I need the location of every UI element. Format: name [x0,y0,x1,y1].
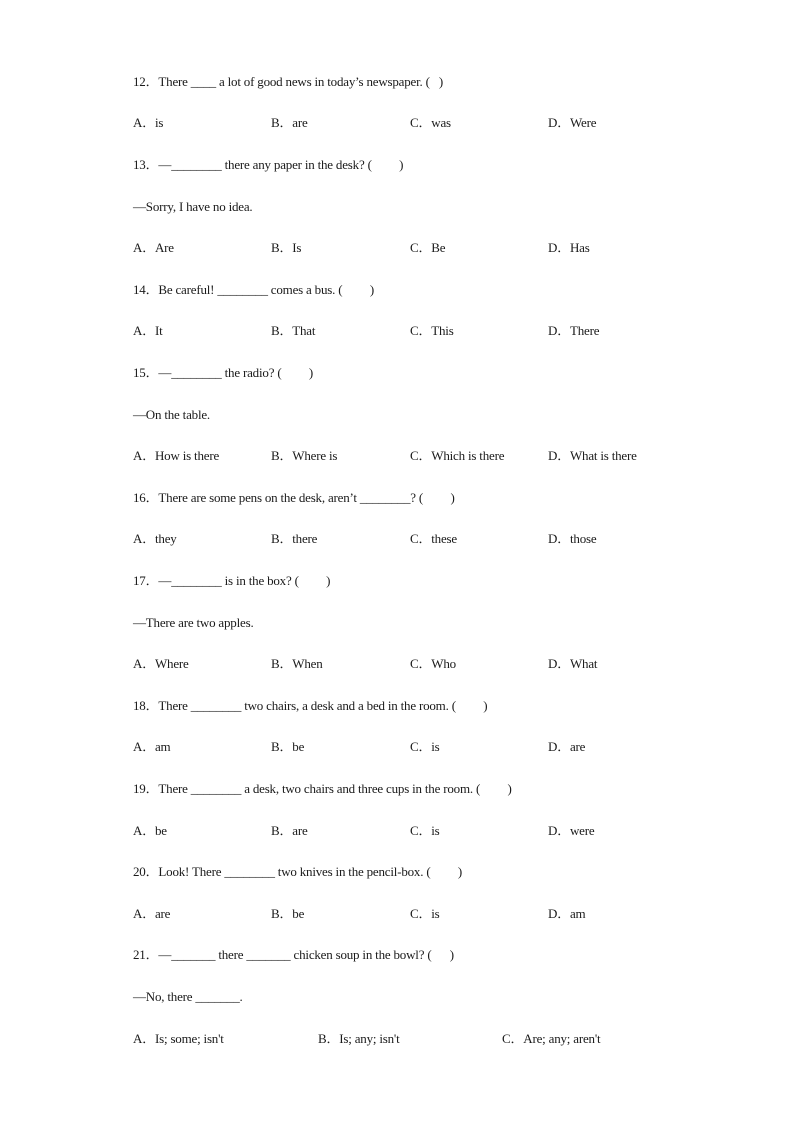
question-15-option-b: B．Where is [271,448,338,463]
question-21-reply: —No, there _______. [133,989,243,1004]
question-15-option-a: A．How is there [133,448,220,463]
question-20-option-c: C．is [410,906,440,921]
question-19-option-c: C．is [410,823,440,838]
question-19-stem: 19．There ________ a desk, two chairs and three cups in the room. ( ) [133,781,512,796]
question-13-option-a: A．Are [133,240,174,255]
question-16-option-a: A．they [133,531,177,546]
question-16-stem: 16．There are some pens on the desk, aren’t ________? ( ) [133,490,455,505]
question-15-reply: —On the table. [133,407,210,422]
question-18-option-a: A．am [133,739,171,754]
question-13-option-c: C．Be [410,240,446,255]
question-18-option-b: B．be [271,739,305,754]
question-13-stem: 13．—________ there any paper in the desk? ( ) [133,157,404,172]
question-21-stem: 21．—_______ there _______ chicken soup in the bowl? ( ) [133,947,454,962]
question-21-option-c: C．Are; any; aren't [502,1031,601,1046]
question-17-option-d: D．What [548,656,598,671]
question-14-stem: 14．Be careful! ________ comes a bus. ( ) [133,282,374,297]
question-17-option-c: C．Who [410,656,456,671]
question-17-option-a: A．Where [133,656,189,671]
question-15-stem: 15．—________ the radio? ( ) [133,365,314,380]
question-12-option-d: D．Were [548,115,597,130]
question-12-option-a: A．is [133,115,164,130]
question-13-reply: —Sorry, I have no idea. [133,199,253,214]
question-13-option-b: B．Is [271,240,302,255]
question-18-option-d: D．are [548,739,586,754]
question-17-option-b: B．When [271,656,323,671]
question-21-option-b: B．Is; any; isn't [318,1031,400,1046]
question-20-option-d: D．am [548,906,586,921]
question-17-stem: 17．—________ is in the box? ( ) [133,573,331,588]
question-19-option-d: D．were [548,823,595,838]
question-12-stem: 12．There ____ a lot of good news in today’s newspaper. ( ) [133,74,444,89]
question-18-stem: 18．There ________ two chairs, a desk and a bed in the room. ( ) [133,698,488,713]
question-18-option-c: C．is [410,739,440,754]
question-14-option-b: B．That [271,323,316,338]
question-19-option-a: A．be [133,823,167,838]
question-20-option-b: B．be [271,906,305,921]
question-15-option-d: D．What is there [548,448,637,463]
question-20-stem: 20．Look! There ________ two knives in the pencil-box. ( ) [133,864,463,879]
question-16-option-b: B．there [271,531,318,546]
question-14-option-d: D．There [548,323,600,338]
question-16-option-c: C．these [410,531,457,546]
question-20-option-a: A．are [133,906,171,921]
question-12-option-b: B．are [271,115,308,130]
question-12-option-c: C．was [410,115,451,130]
question-16-option-d: D．those [548,531,597,546]
question-21-option-a: A．Is; some; isn't [133,1031,224,1046]
question-13-option-d: D．Has [548,240,590,255]
question-15-option-c: C．Which is there [410,448,505,463]
question-19-option-b: B．are [271,823,308,838]
question-14-option-a: A．It [133,323,163,338]
question-17-reply: —There are two apples. [133,615,254,630]
question-14-option-c: C．This [410,323,454,338]
